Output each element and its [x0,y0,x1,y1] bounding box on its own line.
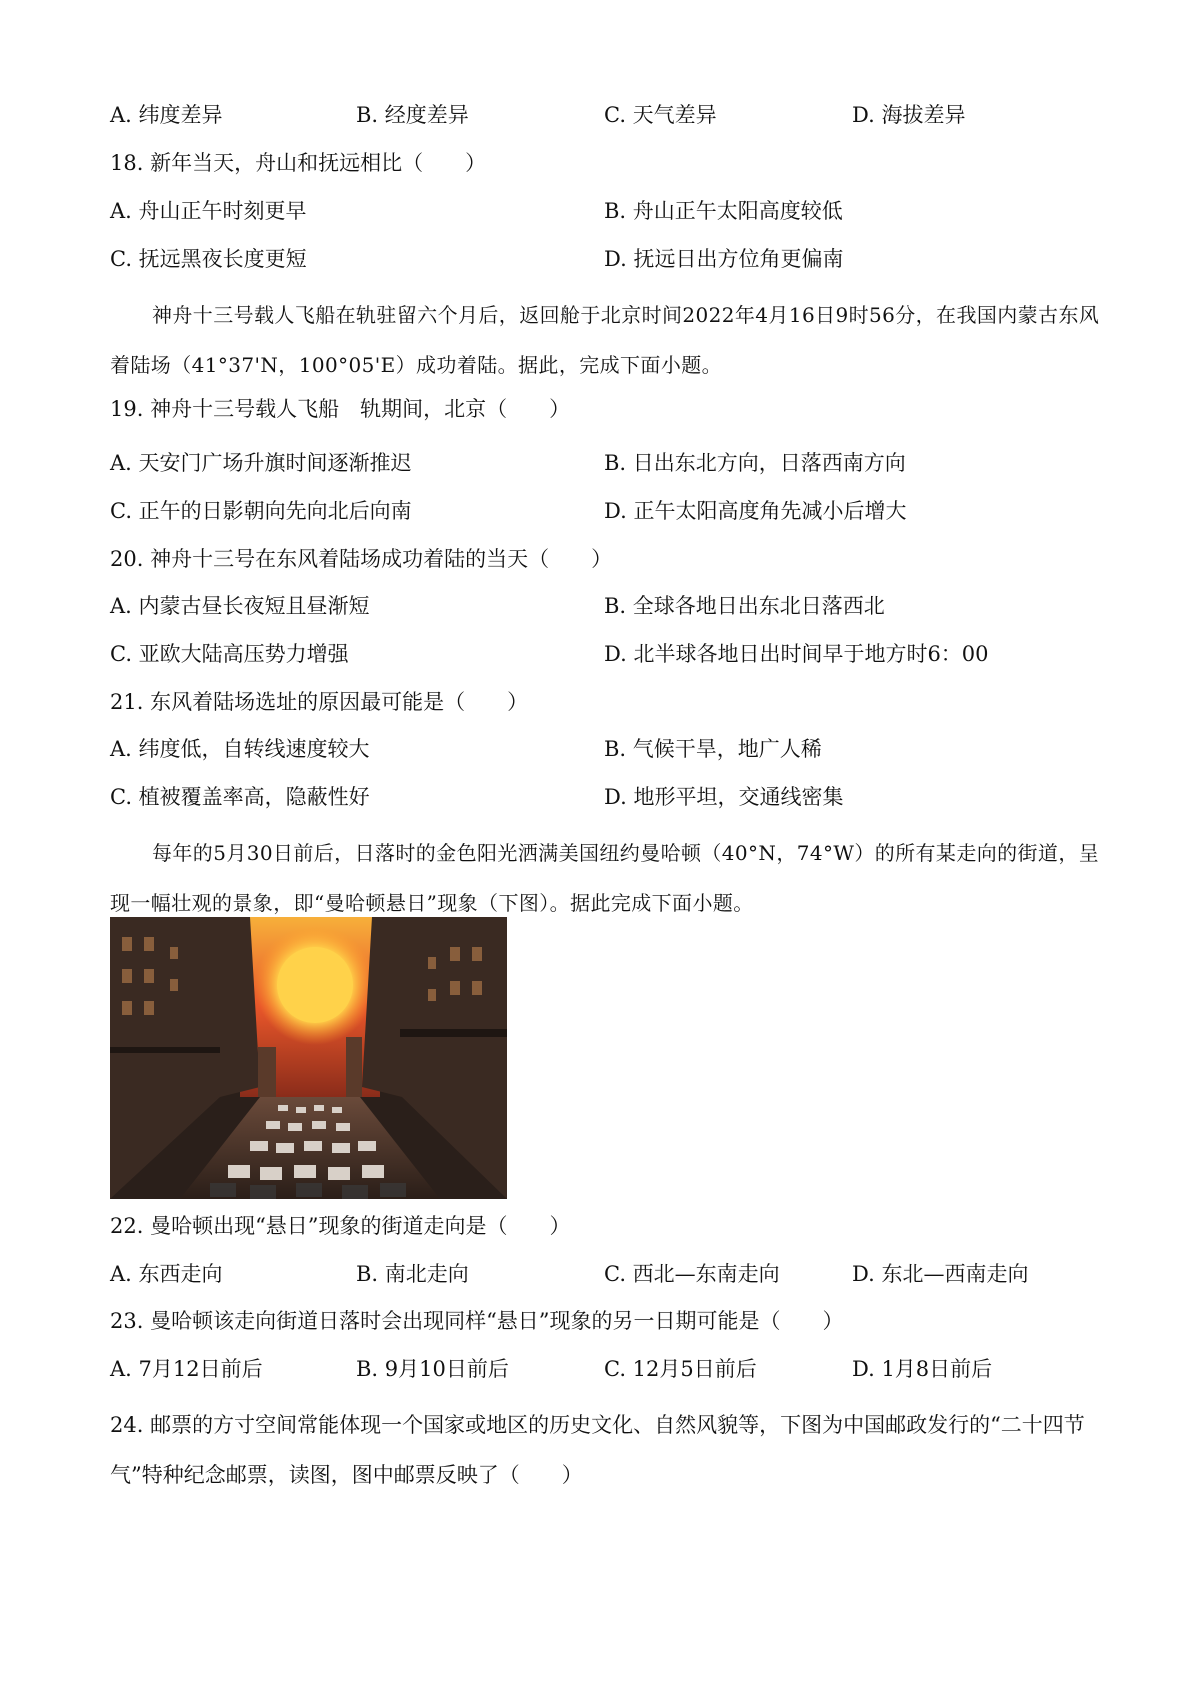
q20-stem: 20. 神舟十三号在东风着陆场成功着陆的当天（ ） [110,547,613,571]
passage-shenzhou [110,290,1100,390]
q18-option-b: B. 舟山正午太阳高度较低 [604,199,843,223]
q23-option-a: A. 7月12日前后 [110,1357,263,1381]
q20-option-c: C. 亚欧大陆高压势力增强 [110,642,349,666]
q21-option-d: D. 地形平坦，交通线密集 [604,785,844,809]
q24-stem: 24. 邮票的方寸空间常能体现一个国家或地区的历史文化、自然风貌等，下图为中国邮政发行的“二十四节气”特种纪念邮票，读图，图中邮票反映了（ ） [110,1413,1085,1487]
q20-option-a: A. 内蒙古昼长夜短且昼渐短 [110,594,370,618]
q18-option-d: D. 抚远日出方位角更偏南 [604,247,844,271]
q17-option-d: D. 海拔差异 [852,103,966,127]
q17-option-c: C. 天气差异 [604,103,717,127]
q19-option-b: B. 日出东北方向，日落西南方向 [604,451,906,475]
q23-option-b: B. 9月10日前后 [356,1357,509,1381]
q19-option-a: A. 天安门广场升旗时间逐渐推迟 [110,451,412,475]
q19-stem: 19. 神舟十三号载人飞船 轨期间，北京（ ） [110,397,571,421]
q19-option-d: D. 正午太阳高度角先减小后增大 [604,499,907,523]
q18-stem: 18. 新年当天，舟山和抚远相比（ ） [110,151,487,175]
q21-option-b: B. 气候干旱，地广人稀 [604,737,822,761]
q17-option-a: A. 纬度差异 [110,103,223,127]
q23-option-d: D. 1月8日前后 [852,1357,993,1381]
q20-option-b: B. 全球各地日出东北日落西北 [604,594,885,618]
passage-manhattanhenge-text: 每年的5月30日前后，日落时的金色阳光洒满美国纽约曼哈顿（40°N，74°W）的所有某走向的街道，呈现一幅壮观的景象，即“曼哈顿悬日”现象（下图）。据此完成下面小题。 [110,841,1100,915]
passage-manhattanhenge [110,828,1100,928]
q21-option-a: A. 纬度低，自转线速度较大 [110,737,370,761]
q22-stem: 22. 曼哈顿出现“悬日”现象的街道走向是（ ） [110,1214,571,1238]
q22-option-c: C. 西北—东南走向 [604,1262,780,1286]
q21-stem: 21. 东风着陆场选址的原因最可能是（ ） [110,690,529,714]
passage-shenzhou-text: 神舟十三号载人飞船在轨驻留六个月后，返回舱于北京时间2022年4月16日9时56分，在我国内蒙古东风着陆场（41°37'N，100°05'E）成功着陆。据此，完成下面小题。 [110,303,1100,377]
q18-option-c: C. 抚远黑夜长度更短 [110,247,307,271]
q21-option-c: C. 植被覆盖率高，隐蔽性好 [110,785,370,809]
q17-option-b: B. 经度差异 [356,103,469,127]
q22-option-a: A. 东西走向 [110,1262,223,1286]
q23-stem: 23. 曼哈顿该走向街道日落时会出现同样“悬日”现象的另一日期可能是（ ） [110,1309,844,1333]
q20-option-d: D. 北半球各地日出时间早于地方时6：00 [604,642,989,666]
q22-option-d: D. 东北—西南走向 [852,1262,1029,1286]
q18-option-a: A. 舟山正午时刻更早 [110,199,307,223]
q22-option-b: B. 南北走向 [356,1262,469,1286]
q23-option-c: C. 12月5日前后 [604,1357,757,1381]
manhattanhenge-photo [110,917,507,1199]
q19-option-c: C. 正午的日影朝向先向北后向南 [110,499,412,523]
